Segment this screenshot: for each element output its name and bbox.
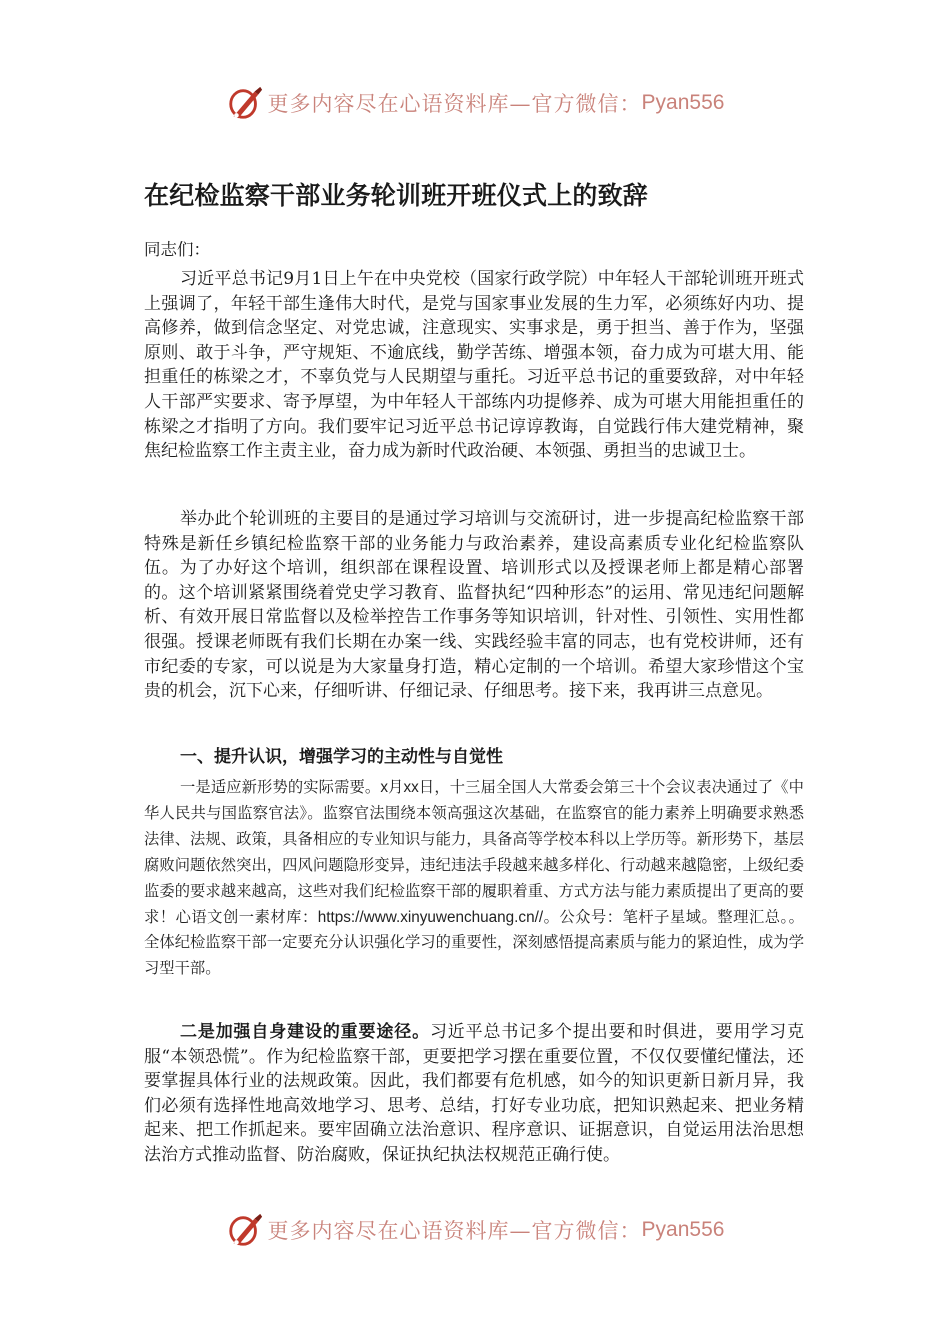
paragraph-1: 习近平总书记9月1日上午在中央党校（国家行政学院）中年轻人干部轮训班开班式上强调了，年轻干部生逢伟大时代，是党与国家事业发展的生力军，必须练好内功、提高修养，做到信念坚定、对党忠诚，注意现实、实事求是，勇于担当、善于作为，坚强原则、敢于斗争，严守规矩、不逾底线，勤学苦练、增强本领，奋力成为可堪大用、能担重任的栋梁之才，不辜负党与人民期望与重托。习近平总书记的重要致辞，对中年轻人干部严实要求、寄予厚望，为中年轻人干部练内功提修养、成为可堪大用能担重任的栋梁之才指明了方向。我们要牢记习近平总书记谆谆教诲，自觉践行伟大建党精神，聚焦纪检监察工作主责主业，奋力成为新时代政治硬、本领强、勇担当的忠诚卫士。 bbox=[144, 269, 804, 462]
document-title: 在纪检监察干部业务轮训班开班仪式上的致辞 bbox=[144, 181, 649, 210]
banner-text: 更多内容尽在心语资料库—官方微信： bbox=[267, 92, 642, 116]
footer-banner bbox=[0, 1208, 950, 1252]
paragraph-4-body: 习近平总书记多个提出要和时俱进，要用学习克服“本领恐慌”。作为纪检监察干部，更要把学习摆在重要位置，不仅仅要懂纪懂法，还要掌握具体行业的法规政策。因此，我们都要有危机感，如今的知识更新日新月异，我们必须有选择性地高效地学习、思考、总结，打好专业功底，把知识熟起来、把业务精起来、把工作抓起来。要牢固确立法治意识、程序意识、证据意识，自觉运用法治思想法治方式推动监督、防治腐败，保证执纪执法权规范正确行使。 bbox=[144, 1022, 805, 1165]
paragraph-3 bbox=[144, 775, 804, 982]
section-heading-1: 一、提升认识，增强学习的主动性与自觉性 bbox=[180, 747, 503, 767]
paragraph-4 bbox=[144, 1020, 804, 1168]
source-url: https://www.xinyuwenchuang.cn// bbox=[317, 908, 544, 926]
header-banner bbox=[0, 81, 950, 125]
paragraph-3-tail: 。公众号：笔杆子星域。整理汇总。。全体纪检监察干部一定要充分认识强化学习的重要性，深刻感悟提高素质与能力的紧迫性，成为学习型干部。 bbox=[144, 907, 804, 978]
salutation: 同志们： bbox=[144, 240, 210, 259]
month-label: 月 bbox=[387, 778, 404, 796]
banner-wechat-id: Pyan556 bbox=[641, 91, 725, 114]
pen-logo-icon bbox=[226, 84, 264, 122]
paragraph-2: 举办此个轮训班的主要目的是通过学习培训与交流研讨，进一步提高纪检监察干部特殊是新任乡镇纪检监察干部的业务能力与政治素养，建设高素质专业化纪检监察队伍。为了办好这个培训，组织部在课程设置、培训形式以及授课老师上都是精心部署的。这个培训紧紧围绕着党史学习教育、监督执纪“四种形态”的运用、常见违纪问题解析、有效开展日常监督以及检举控告工作事务等知识培训，针对性、引领性、实用性都很强。授课老师既有我们长期在办案一线、实践经验丰富的同志，也有党校讲师，还有市纪委的专家，可以说是为大家量身打造，精心定制的一个培训。希望大家珍惜这个宝贵的机会，沉下心来，仔细听讲、仔细记录、仔细思考。接下来，我再讲三点意见。 bbox=[144, 509, 804, 702]
paragraph-3-body: 日，十三届全国人大常委会第三十个会议表决通过了《中华人民共与国监察官法》。监察官法围绕本领高强这次基础，在监察官的能力素养上明确要求熟悉法律、法规、政策，具备相应的专业知识与能力，具备高等学校本科以上学历等。新形势下，基层腐败问题依然突出，四风问题隐形变异，违纪违法手段越来越多样化、行动越来越隐密，上级纪委监委的要求越来越高，这些对我们纪检监察干部的履职着重、方式方法与能力素质提出了更高的要求！心语文创一素材库： bbox=[144, 778, 804, 926]
banner-wechat-id: Pyan556 bbox=[641, 1218, 725, 1241]
day-placeholder: xx bbox=[403, 779, 419, 796]
paragraph-3-lead: 一是适应新形势的实际需要。 bbox=[180, 778, 381, 796]
banner-text: 更多内容尽在心语资料库—官方微信： bbox=[267, 1219, 642, 1243]
pen-logo-icon bbox=[226, 1211, 264, 1249]
paragraph-4-lead: 二是加强自身建设的重要途径。 bbox=[180, 1022, 430, 1042]
month-placeholder: x bbox=[380, 779, 388, 796]
